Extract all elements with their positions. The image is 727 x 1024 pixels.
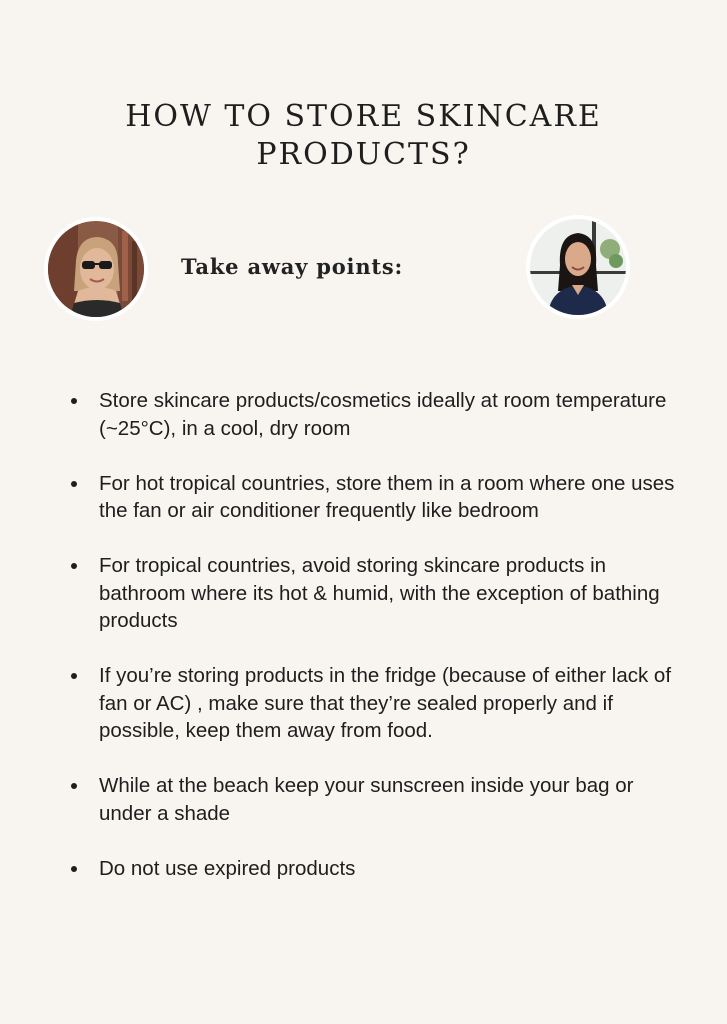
list-item: Do not use expired products bbox=[70, 855, 680, 883]
title-line-2: PRODUCTS? bbox=[256, 137, 471, 173]
takeaway-heading: Take away points: bbox=[181, 254, 404, 279]
avatar-right bbox=[526, 215, 630, 319]
page-title bbox=[0, 98, 727, 174]
list-item: Store skincare products/cosmetics ideally at room temperature (~25°C), in a cool, dry room bbox=[70, 387, 680, 442]
woman-dark-hair-photo bbox=[530, 219, 626, 315]
list-item: For hot tropical countries, store them in a room where one uses the fan or air conditioner frequently like bedroom bbox=[70, 470, 680, 525]
list-item: If you’re storing products in the fridge (because of either lack of fan or AC) , make sure that they’re sealed properly and if possible, keep them away from food. bbox=[70, 662, 680, 745]
list-item: For tropical countries, avoid storing skincare products in bathroom where its hot & humid, with the exception of bathing products bbox=[70, 552, 680, 635]
woman-sunglasses-photo bbox=[48, 221, 144, 317]
takeaway-list bbox=[70, 387, 680, 910]
avatar-left bbox=[44, 217, 148, 321]
title-line-1: HOW TO STORE SKINCARE bbox=[125, 99, 602, 135]
list-item: While at the beach keep your sunscreen inside your bag or under a shade bbox=[70, 772, 680, 827]
